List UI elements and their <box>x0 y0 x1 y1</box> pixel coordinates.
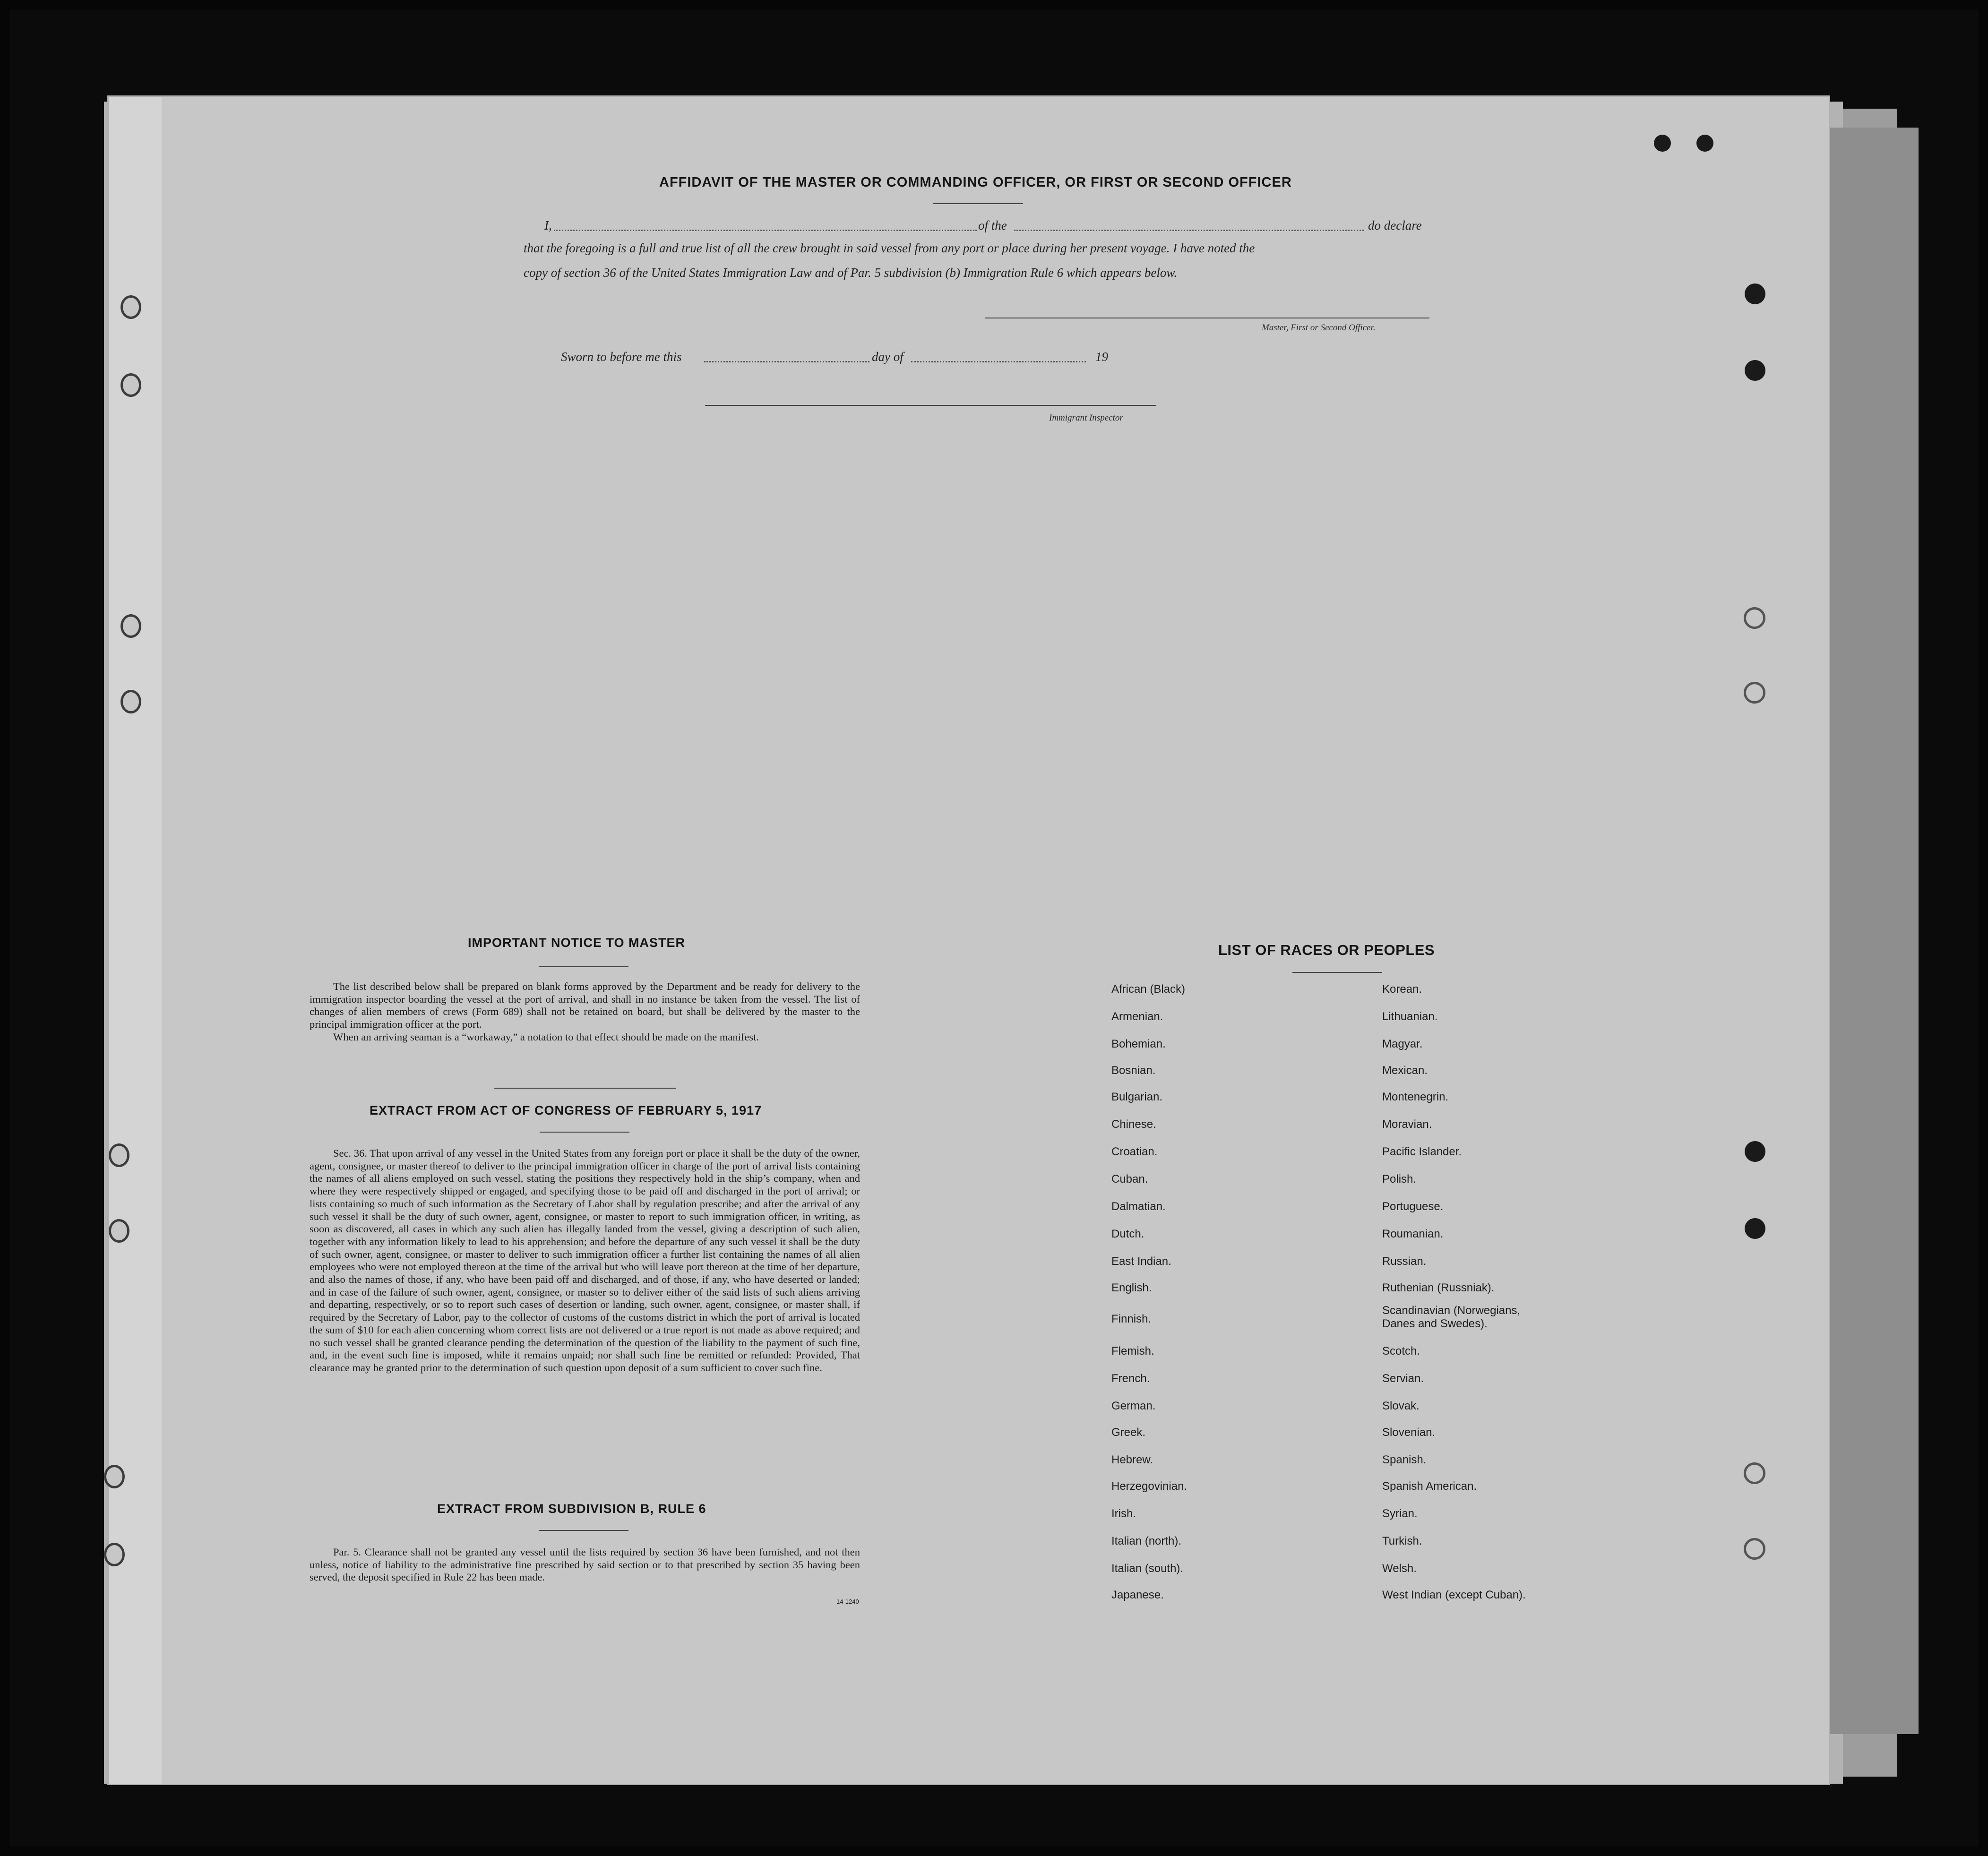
act-extract-text: Sec. 36. That upon arrival of any vessel in the United States from any foreign port or place it shall be the duty of the owner, agent, consignee, or master thereof to deliver to the principal immigration officer in charge of the port of arrival lists containing the names of all aliens employed on such vessel, stating the positions they respectively hold in the ship’s company, when and where they were respectively shipped or engaged, and specifying those to be paid off and discharged in the port of arrival; or lists containing so much of such information as the Secretary of Labor shall by regulation prescribe; and after the arrival of any such vessel it shall be the duty of such owner, agent, consignee, or master to report to such immigration officer, in writing, as soon as discovered, all cases in which any such alien has illegally landed from the vessel, giving a description of such alien, together with any information likely to lead to his apprehension; and before the departure of any such vessel it shall be the duty of such owner, agent, consignee, or master to deliver to such immigration officer a further list containing the names of all alien employees who were not employed thereon at the time of the arrival but who will leave port thereon at the time of her departure, and also the names of those, if any, who have been paid off and discharged, and of those, if any, who have deserted or landed; and in case of the failure of such owner, agent, consignee, or master so to deliver either of the said lists of such aliens arriving and departing, respectively, or so to report such cases of desertion or landing, such owner, agent, consignee, or master shall, if required by the Secretary of Labor, pay to the collector of customs of the customs district in which the port of arrival is located the sum of $10 for each alien concerning whom correct lists are not delivered or a true report is not made as above required; and no such vessel shall be granted clearance pending the determination of the question of the liability to the payment of such fine, and, in the event such fine is imposed, while it remains unpaid; nor shall such fine be remitted or refunded: Provided, That clearance may be granted prior to the determination of such question upon deposit of a sum sufficient to cover such fine. <box>310 1147 860 1374</box>
race-col1-item: Japanese. <box>1111 1589 1164 1601</box>
sworn-month-field[interactable] <box>911 350 1086 362</box>
binder-ring-mark <box>120 373 141 397</box>
race-col1-item: Armenian. <box>1111 1010 1163 1023</box>
race-col2-item: Scotch. <box>1382 1345 1420 1358</box>
race-col2-item: Turkish. <box>1382 1535 1422 1547</box>
rule-extract-title: EXTRACT FROM SUBDIVISION B, RULE 6 <box>437 1502 706 1516</box>
race-col1-item: Bosnian. <box>1111 1064 1156 1077</box>
race-col2-item: Ruthenian (Russniak). <box>1382 1281 1495 1294</box>
race-col1-item: Cuban. <box>1111 1173 1148 1186</box>
race-col2-item: Slovenian. <box>1382 1426 1436 1439</box>
race-col1-item: Flemish. <box>1111 1345 1154 1358</box>
notice-body <box>310 980 860 1044</box>
race-col1-item: Chinese. <box>1111 1118 1156 1131</box>
race-col2-item: Moravian. <box>1382 1118 1432 1131</box>
sworn-label: Sworn to before me this <box>561 350 682 364</box>
binder-ring-mark <box>120 295 141 319</box>
race-col2-item: Mexican. <box>1382 1064 1428 1077</box>
affidavit-declare-label: do declare <box>1368 218 1422 232</box>
divider <box>539 1530 628 1531</box>
affidavit-of-label: of the <box>978 218 1007 232</box>
binder-ring-mark <box>120 614 141 638</box>
punch-hole <box>1744 1462 1765 1484</box>
races-title: LIST OF RACES OR PEOPLES <box>1218 942 1435 958</box>
rule-extract-text: Par. 5. Clearance shall not be granted any vessel until the lists required by section 36 have been furnished, and not then unless, notice of liability to the administrative fine prescribed by said section or to that prescribed by section 35 having been served, the deposit specified in Rule 22 has been made. <box>310 1546 860 1583</box>
punch-hole <box>1744 607 1765 629</box>
act-extract-title: EXTRACT FROM ACT OF CONGRESS OF FEBRUARY 5, 1917 <box>370 1103 762 1117</box>
binder-ring-mark <box>109 1219 129 1243</box>
race-col2-item: Pacific Islander. <box>1382 1145 1462 1158</box>
master-signature-caption: Master, First or Second Officer. <box>1262 323 1376 333</box>
punch-hole <box>1744 1538 1765 1560</box>
vessel-name-field[interactable] <box>1014 218 1364 231</box>
sworn-day-field[interactable] <box>704 350 869 362</box>
race-col2-item: Magyar. <box>1382 1038 1423 1050</box>
race-col2-item: Roumanian. <box>1382 1228 1444 1240</box>
affidavit-line-3: copy of section 36 of the United States Immigration Law and of Par. 5 subdivision (b) Immigration Rule 6 which appears below. <box>524 266 1178 280</box>
divider <box>540 1132 629 1133</box>
race-col1-item: English. <box>1111 1281 1152 1294</box>
race-col1-item: Finnish. <box>1111 1313 1152 1325</box>
race-col2-item: Polish. <box>1382 1173 1417 1186</box>
rivet-mark <box>1696 135 1713 152</box>
race-col2-item: Scandinavian (Norwegians, Danes and Swedes). <box>1382 1304 1521 1330</box>
race-col1-item: Greek. <box>1111 1426 1146 1439</box>
race-col1-item: Dutch. <box>1111 1228 1145 1240</box>
divider <box>933 203 1023 204</box>
binder-ring-mark <box>104 1543 125 1566</box>
race-col1-item: Irish. <box>1111 1507 1136 1520</box>
race-col2-item: Lithuanian. <box>1382 1010 1438 1023</box>
race-col1-item: Italian (south). <box>1111 1562 1184 1575</box>
binder-ring-mark <box>120 690 141 713</box>
notice-title: IMPORTANT NOTICE TO MASTER <box>468 936 685 950</box>
race-col1-item: Herzegovinian. <box>1111 1480 1188 1493</box>
race-col2-item: Russian. <box>1382 1255 1427 1268</box>
race-col1-item: French. <box>1111 1372 1150 1385</box>
sworn-day-label: day of <box>872 350 904 364</box>
punch-hole <box>1745 1218 1765 1239</box>
sworn-year-label: 19 <box>1095 350 1108 364</box>
race-col2-item: Portuguese. <box>1382 1200 1444 1213</box>
affidavit-title: AFFIDAVIT OF THE MASTER OR COMMANDING OFFICER, OR FIRST OR SECOND OFFICER <box>659 175 1292 190</box>
binder-ring-mark <box>104 1465 125 1488</box>
race-col1-item: Italian (north). <box>1111 1535 1182 1547</box>
race-col2-item: Syrian. <box>1382 1507 1418 1520</box>
form-number: 14-1240 <box>836 1598 859 1605</box>
affidavit-line-2: that the foregoing is a full and true list of all the crew brought in said vessel from any port or place during her present voyage. I have noted the <box>524 241 1255 255</box>
officer-name-field[interactable] <box>554 218 977 231</box>
race-col2-item: Servian. <box>1382 1372 1424 1385</box>
race-col1-item: African (Black) <box>1111 983 1186 996</box>
affidavit-i-label: I, <box>544 218 552 232</box>
race-col2-item: Korean. <box>1382 983 1422 996</box>
rule-extract-body <box>310 1546 860 1584</box>
race-col1-item: Dalmatian. <box>1111 1200 1166 1213</box>
divider <box>1292 972 1382 973</box>
divider <box>539 966 628 967</box>
race-col2-item: Welsh. <box>1382 1562 1417 1575</box>
race-col2-item: Montenegrin. <box>1382 1091 1449 1103</box>
binder-ring-mark <box>109 1143 129 1167</box>
punch-hole <box>1745 360 1765 381</box>
race-col2-item: Slovak. <box>1382 1400 1420 1412</box>
inspector-caption: Immigrant Inspector <box>1049 413 1123 423</box>
notice-paragraph-2: When an arriving seaman is a “workaway,” a notation to that effect should be made on the manifest. <box>333 1031 759 1043</box>
race-col2-item: Spanish. <box>1382 1453 1427 1466</box>
race-col1-item: Hebrew. <box>1111 1453 1153 1466</box>
punch-hole <box>1745 284 1765 304</box>
inspector-signature-line[interactable] <box>705 405 1156 406</box>
underlying-sheet-edge <box>1824 128 1919 1734</box>
race-col1-item: East Indian. <box>1111 1255 1171 1268</box>
race-col2-item: West Indian (except Cuban). <box>1382 1589 1526 1601</box>
punch-hole <box>1745 1141 1765 1162</box>
race-col1-item: Croatian. <box>1111 1145 1158 1158</box>
race-col1-item: Bulgarian. <box>1111 1091 1163 1103</box>
race-col1-item: German. <box>1111 1400 1156 1412</box>
notice-paragraph-1: The list described below shall be prepared on blank forms approved by the Department and be ready for delivery to the immigration inspector boarding the vessel at the port of arrival, and shall in no instance be taken from the vessel. The list of changes of alien members of crews (Form 689) shall not be retained on board, but shall be delivered by the master to the principal immigration officer at the port. <box>310 980 860 1031</box>
act-extract-body <box>310 1147 860 1375</box>
race-col1-item: Bohemian. <box>1111 1038 1166 1050</box>
punch-hole <box>1744 682 1765 704</box>
divider <box>494 1088 676 1089</box>
sheet-margin-strip <box>109 97 162 1784</box>
rivet-mark <box>1654 135 1671 152</box>
race-col2-item: Spanish American. <box>1382 1480 1477 1493</box>
